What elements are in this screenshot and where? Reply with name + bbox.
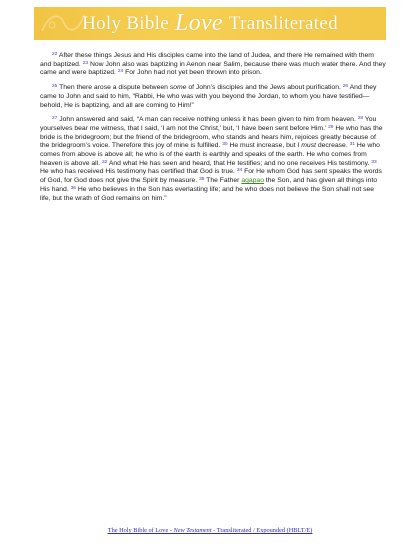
verse-number: 24 <box>117 69 124 75</box>
agapao-link[interactable]: agapao <box>241 177 264 185</box>
verse-text: You yourselves bear me witness, that I said, ‘I am not the Christ,’ but, ‘I have been sent before Him.’ <box>40 116 377 132</box>
verse-number: 22 <box>52 52 58 57</box>
footer-suffix: - Transliterated / Expounded (HBLT/E) <box>211 527 313 534</box>
banner-title-script: Love <box>175 10 223 36</box>
verse-number: 33 <box>371 159 377 165</box>
verse-text: And what He has seen and heard, that He testifies; and no one receives His testimony. <box>108 159 370 167</box>
verse-text: Now John also was baptizing in Aenon near Salim, because there was much water there. And they came and were baptized. <box>40 60 386 77</box>
verse-number: 28 <box>357 116 364 122</box>
banner-title-left: Holy Bible <box>82 12 169 34</box>
page-banner <box>34 7 386 40</box>
verse-italic: must <box>301 142 316 150</box>
verse-text: And they came to John and said to him, “Rabbi, He who was with you beyond the Jordan, to whom you have testified—behold, He is baptizing, and all are coming to Him!” <box>40 84 377 109</box>
verse-number: 32 <box>101 159 108 165</box>
verse-number: 31 <box>349 142 355 148</box>
verse-text: He must increase, but I <box>229 142 300 150</box>
verse-text: John answered and said, “A man can receive nothing unless it has been given to him from heaven. <box>59 116 356 124</box>
verse-text: He who believes in the Son has everlasting life; and he who does not believe the Son shall not see life, but the wrath of God remains on him.” <box>40 185 375 202</box>
verse-number: 27 <box>52 116 58 122</box>
page-footer[interactable] <box>0 527 420 534</box>
verse-number: 34 <box>236 168 243 174</box>
verse-text: of John’s disciples and the Jews about purification. <box>188 84 341 92</box>
verse-number: 35 <box>199 177 205 183</box>
verse-number: 29 <box>328 124 334 130</box>
verse-number: 25 <box>52 84 58 90</box>
verse-italic: some <box>169 84 187 92</box>
paragraph-2 <box>40 84 386 110</box>
verse-text: The Father <box>206 177 240 185</box>
verse-number: 30 <box>222 142 228 148</box>
verse-number: 36 <box>70 185 76 191</box>
verse-number: 23 <box>82 60 89 66</box>
footer-link[interactable] <box>108 527 313 534</box>
verse-text: He who has the bride is the bridegroom; but the friend of the bridegroom, who stands and hears him, rejoices greatly because of the bridegroom’s voice. Therefore this joy of mine is fulfilled. <box>40 124 383 150</box>
paragraph-3 <box>40 116 386 203</box>
verse-text: the Son, and has given all things into His hand. <box>40 177 377 193</box>
footer-prefix: The Holy Bible of Love - <box>107 527 174 534</box>
verse-text: decrease. <box>317 142 348 150</box>
verse-text: He who has received His testimony has certified that God is true. <box>40 168 235 176</box>
verse-number: 26 <box>342 84 349 90</box>
verse-text: After these things Jesus and His disciples came into the land of Judea, and there He remained with them and baptized. <box>40 52 374 68</box>
ornament-icon <box>40 11 86 36</box>
footer-italic: New Testament <box>173 527 212 534</box>
paragraph-1 <box>40 52 386 78</box>
verse-text: For John had not yet been thrown into prison. <box>125 69 262 77</box>
passage-text <box>40 52 386 209</box>
verse-text: He who comes from above is above all; he who is of the earth is earthly and speaks of the earth. He who comes from heaven is above all. <box>40 142 380 167</box>
verse-text: For He whom God has sent speaks the words of God, for God does not give the Spirit by measure. <box>40 168 382 185</box>
verse-text: Then there arose a dispute between <box>59 84 168 92</box>
banner-title-right: Transliterated <box>228 12 338 34</box>
